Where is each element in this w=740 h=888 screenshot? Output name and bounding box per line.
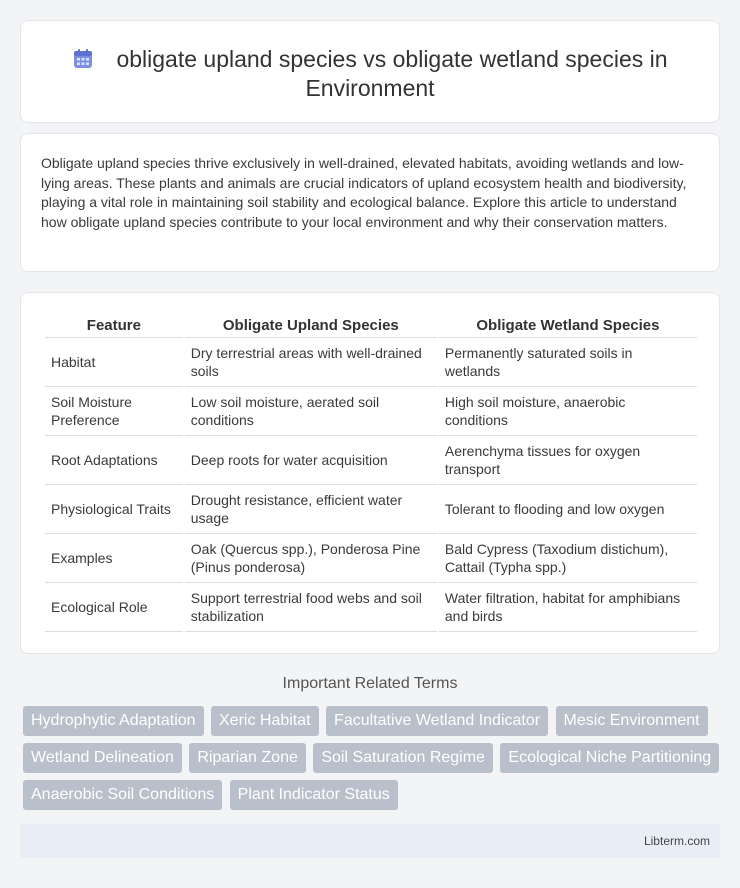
cell-upland: Deep roots for water acquisition bbox=[185, 436, 437, 485]
cell-wetland: Aerenchyma tissues for oxygen transport bbox=[439, 436, 697, 485]
cell-upland: Oak (Quercus spp.), Ponderosa Pine (Pinus ponderosa) bbox=[185, 534, 437, 583]
header-wetland: Obligate Wetland Species bbox=[439, 316, 697, 338]
tag-plant-indicator-status[interactable]: Plant Indicator Status bbox=[230, 780, 398, 810]
table-row bbox=[45, 485, 697, 534]
footer bbox=[20, 824, 720, 858]
header-feature: Feature bbox=[45, 316, 183, 338]
cell-feature: Soil Moisture Preference bbox=[45, 387, 183, 436]
page-title bbox=[21, 45, 719, 103]
calendar-icon bbox=[72, 48, 94, 70]
cell-upland: Support terrestrial food webs and soil stabilization bbox=[185, 583, 437, 632]
table-row bbox=[45, 583, 697, 632]
tag-facultative-wetland-indicator[interactable]: Facultative Wetland Indicator bbox=[326, 706, 548, 736]
footer-brand[interactable]: Libterm.com bbox=[643, 834, 710, 848]
cell-upland: Drought resistance, efficient water usage bbox=[185, 485, 437, 534]
cell-upland: Dry terrestrial areas with well-drained soils bbox=[185, 338, 437, 387]
cell-wetland: Permanently saturated soils in wetlands bbox=[439, 338, 697, 387]
tag-hydrophytic-adaptation[interactable]: Hydrophytic Adaptation bbox=[23, 706, 204, 736]
cell-wetland: Water filtration, habitat for amphibians and birds bbox=[439, 583, 697, 632]
comparison-card bbox=[20, 292, 720, 654]
cell-wetland: High soil moisture, anaerobic conditions bbox=[439, 387, 697, 436]
comparison-table bbox=[43, 316, 699, 632]
tag-wetland-delineation[interactable]: Wetland Delineation bbox=[23, 743, 182, 773]
cell-feature: Physiological Traits bbox=[45, 485, 183, 534]
intro-card bbox=[20, 133, 720, 272]
cell-feature: Habitat bbox=[45, 338, 183, 387]
intro-paragraph: Obligate upland species thrive exclusively in well-drained, elevated habitats, avoiding wetlands and low-lying areas. These plants and animals are crucial indicators of upland ecosystem health and biodiversity, playing a vital role in maintaining soil stability and ecological balance. Explore this article to understand how obligate upland species contribute to your local environment and why their conservation matters. bbox=[41, 155, 687, 230]
cell-feature: Root Adaptations bbox=[45, 436, 183, 485]
header-upland: Obligate Upland Species bbox=[185, 316, 437, 338]
title-card bbox=[20, 20, 720, 123]
tag-soil-saturation-regime[interactable]: Soil Saturation Regime bbox=[313, 743, 493, 773]
related-terms-list bbox=[23, 706, 723, 817]
tag-ecological-niche-partitioning[interactable]: Ecological Niche Partitioning bbox=[500, 743, 719, 773]
tag-xeric-habitat[interactable]: Xeric Habitat bbox=[211, 706, 319, 736]
cell-wetland: Bald Cypress (Taxodium distichum), Cattail (Typha spp.) bbox=[439, 534, 697, 583]
table-header-row bbox=[45, 316, 697, 338]
tag-mesic-environment[interactable]: Mesic Environment bbox=[556, 706, 708, 736]
table-row bbox=[45, 338, 697, 387]
title-line-2: Environment bbox=[305, 75, 435, 101]
related-terms-title: Important Related Terms bbox=[282, 675, 458, 692]
table-row bbox=[45, 387, 697, 436]
tag-anaerobic-soil-conditions[interactable]: Anaerobic Soil Conditions bbox=[23, 780, 222, 810]
table-row bbox=[45, 534, 697, 583]
tag-riparian-zone[interactable]: Riparian Zone bbox=[189, 743, 306, 773]
title-line-1: obligate upland species vs obligate wetland species in bbox=[116, 46, 668, 72]
table-row bbox=[45, 436, 697, 485]
cell-feature: Examples bbox=[45, 534, 183, 583]
cell-feature: Ecological Role bbox=[45, 583, 183, 632]
cell-wetland: Tolerant to flooding and low oxygen bbox=[439, 485, 697, 534]
cell-upland: Low soil moisture, aerated soil conditions bbox=[185, 387, 437, 436]
